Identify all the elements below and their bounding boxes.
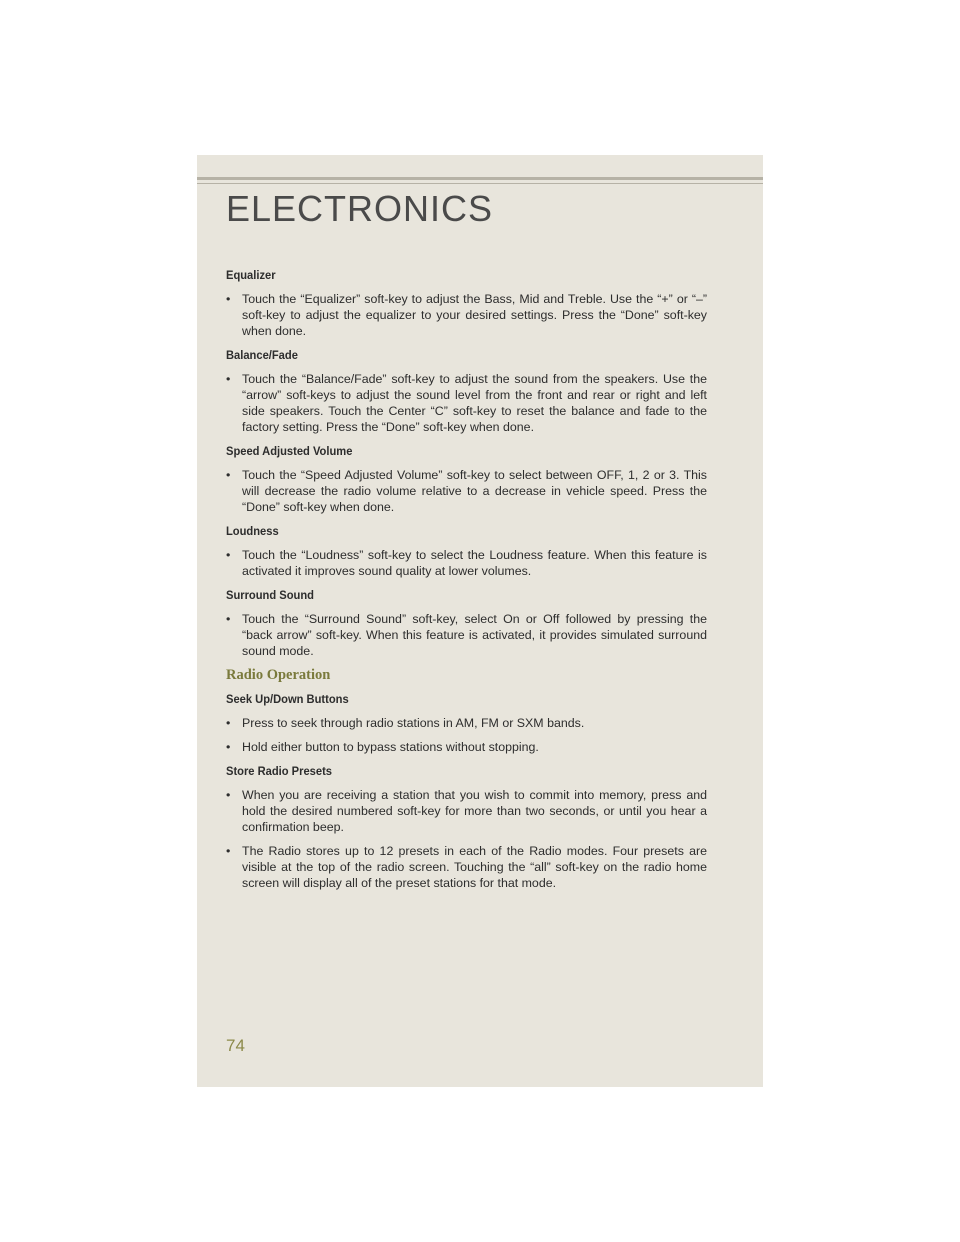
bullet-icon: • (226, 612, 231, 626)
heading-seek-buttons: Seek Up/Down Buttons (226, 692, 349, 706)
heading-store-presets: Store Radio Presets (226, 764, 332, 778)
item-text: Touch the “Surround Sound” soft-key, select On or Off followed by pressing the “back arrow” soft-key. When this feature is activated, it provides simulated surround sound mode. (242, 612, 707, 658)
bullet-icon: • (226, 292, 231, 306)
item-text: Touch the “Balance/Fade” soft-key to adjust the sound from the speakers. Use the “arrow” soft-keys to adjust the sound level from the front and rear or right and left side speakers. Touch the Center “C” soft-key to reset the balance and fade to the factory setting. Press the “Done” soft-key when done. (242, 372, 707, 434)
page-body (226, 267, 707, 899)
item-text: Touch the “Speed Adjusted Volume” soft-key to select between OFF, 1, 2 or 3. This will decrease the radio volume relative to a decrease in vehicle speed. Press the “Done” soft-key when done. (242, 468, 707, 514)
item-text: Hold either button to bypass stations without stopping. (242, 740, 539, 754)
page-number: 74 (226, 1036, 245, 1055)
list-item (226, 371, 707, 435)
list-item (226, 611, 707, 659)
bullet-icon: • (226, 468, 231, 482)
subsection-radio-operation: Radio Operation (226, 667, 331, 683)
list-item (226, 715, 707, 731)
section-title: ELECTRONICS (226, 188, 494, 229)
manual-page (197, 155, 763, 1087)
bullet-icon: • (226, 788, 231, 802)
item-text: Touch the “Equalizer” soft-key to adjust the Bass, Mid and Treble. Use the “+” or “–” soft-key to adjust the equalizer to your desired settings. Press the “Done” soft-key when done. (242, 292, 707, 338)
heading-surround-sound: Surround Sound (226, 588, 314, 602)
list-item (226, 467, 707, 515)
heading-loudness: Loudness (226, 524, 279, 538)
item-text: Press to seek through radio stations in AM, FM or SXM bands. (242, 716, 585, 730)
list-item (226, 787, 707, 835)
header-rule (197, 177, 763, 180)
item-text: The Radio stores up to 12 presets in each of the Radio modes. Four presets are visible at the top of the radio screen. Touching the “all” soft-key on the radio home screen will display all of the preset stations for that mode. (242, 844, 707, 890)
heading-equalizer: Equalizer (226, 268, 276, 282)
bullet-icon: • (226, 716, 231, 730)
list-item (226, 843, 707, 891)
item-text: Touch the “Loudness” soft-key to select the Loudness feature. When this feature is activated it improves sound quality at lower volumes. (242, 548, 707, 578)
heading-speed-adjusted-volume: Speed Adjusted Volume (226, 444, 353, 458)
bullet-icon: • (226, 844, 231, 858)
list-item (226, 547, 707, 579)
bullet-icon: • (226, 372, 231, 386)
bullet-icon: • (226, 548, 231, 562)
heading-balance-fade: Balance/Fade (226, 348, 298, 362)
item-text: When you are receiving a station that you wish to commit into memory, press and hold the desired numbered soft-key for more than two seconds, or until you hear a confirmation beep. (242, 788, 707, 834)
list-item (226, 291, 707, 339)
list-item (226, 739, 707, 755)
bullet-icon: • (226, 740, 231, 754)
header-rule-thin (197, 183, 763, 184)
